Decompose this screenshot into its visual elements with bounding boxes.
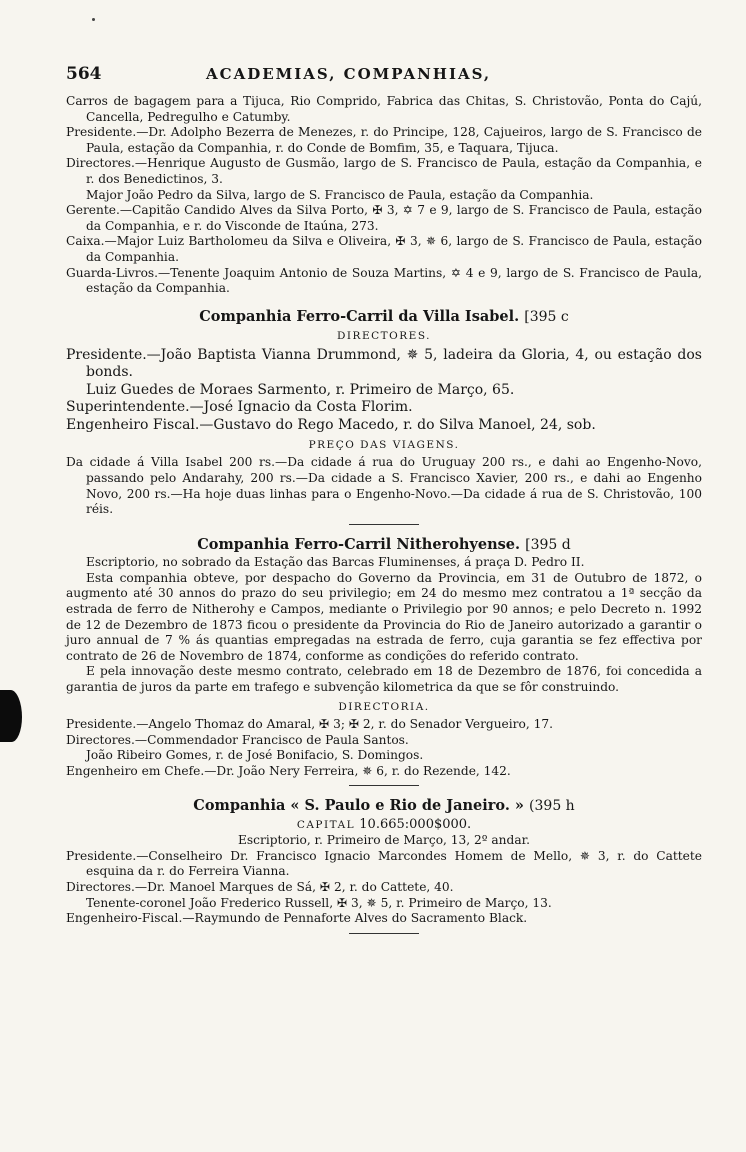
intro-section	[66, 94, 702, 297]
villa-prices-heading: PREÇO DAS VIAGENS.	[308, 439, 460, 452]
intro-para: Gerente.—Capitão Candido Alves da Silva Porto, ✠ 3, ✡ 7 e 9, largo de S. Francisco de Paula, estação da Companhia, e r. do Visconde de Itaúna, 273.	[66, 203, 702, 233]
intro-para: Caixa.—Major Luiz Bartholomeu da Silva e Oliveira, ✠ 3, ✵ 6, largo de S. Francisco de Paula, estação da Companhia.	[66, 234, 702, 264]
spaulo-ref: (395 h	[529, 798, 575, 815]
villa-title-text: Companhia Ferro-Carril da Villa Isabel.	[199, 307, 520, 325]
villa-section	[66, 347, 702, 435]
villa-directors-heading: DIRECTORES.	[336, 330, 431, 343]
nitheroh-para: Escriptorio, no sobrado da Estação das Barcas Fluminenses, á praça D. Pedro II.	[86, 555, 585, 570]
intro-para: Carros de bagagem para a Tijuca, Rio Comprido, Fabrica das Chitas, S. Christovão, Ponta do Cajú, Cancella, Pedregulho e Catumby.	[66, 94, 702, 124]
villa-superintendente: Superintendente.—José Ignacio da Costa Florim.	[66, 399, 413, 416]
spaulo-directores: Directores.—Dr. Manoel Marques de Sá, ✠ 2, r. do Cattete, 40.	[66, 879, 454, 894]
capital-label: CAPITAL	[296, 818, 356, 831]
spaulo-title-text: Companhia « S. Paulo e Rio de Janeiro. »	[193, 797, 524, 815]
villa-title	[66, 309, 702, 325]
nitheroh-title	[66, 537, 702, 553]
nitheroh-title-text: Companhia Ferro-Carril Nitherohyense.	[197, 535, 521, 553]
spaulo-presidente: Presidente.—Conselheiro Dr. Francisco Ignacio Marcondes Homem de Mello, ✵ 3, r. do Cattete esquina da r. do Ferreira Vianna.	[66, 848, 702, 879]
nitheroh-director: João Ribeiro Gomes, r. de José Bonifacio, S. Domingos.	[86, 748, 424, 763]
villa-prices: Da cidade á Villa Isabel 200 rs.—Da cidade á rua do Uruguay 200 rs., e dahi ao Engenho-Novo, passando pelo Andarahy, 200 rs.—Da cidade a S. Francisco Xavier, 200 rs., e dahi ao Engenho Novo, 200 rs.—Ha hoje duas linhas para o Engenho-Novo.—Da cidade á rua de S. Christovão, 100 réis.	[66, 455, 702, 517]
specks	[92, 18, 95, 21]
nitheroh-presidente: Presidente.—Angelo Thomaz do Amaral, ✠ 3; ✠ 2, r. do Senador Vergueiro, 17.	[66, 716, 553, 731]
nitheroh-section	[66, 555, 702, 695]
page-number: 564	[66, 64, 102, 84]
margin-stain	[0, 690, 22, 742]
villa-ref: [395 c	[524, 308, 569, 325]
divider	[349, 785, 419, 786]
spaulo-engenheiro: Engenheiro-Fiscal.—Raymundo de Pennaforte Alves do Sacramento Black.	[66, 911, 528, 926]
villa-director: Luiz Guedes de Moraes Sarmento, r. Primeiro de Março, 65.	[86, 381, 515, 398]
nitheroh-directoria-heading: DIRECTORIA.	[338, 700, 430, 713]
villa-engenheiro: Engenheiro Fiscal.—Gustavo do Rego Macedo, r. do Silva Manoel, 24, sob.	[66, 416, 596, 433]
spaulo-section	[66, 849, 702, 927]
intro-para: Directores.—Henrique Augusto de Gusmão, largo de S. Francisco de Paula, estação da Companhia, e r. dos Benedictinos, 3.	[66, 156, 702, 186]
page-header	[66, 66, 702, 90]
spaulo-title	[66, 798, 702, 814]
intro-para: Guarda-Livros.—Tenente Joaquim Antonio de Souza Martins, ✡ 4 e 9, largo de S. Francisco de Paula, estação da Companhia.	[66, 265, 702, 296]
capital-value: 10.665:000$000.	[359, 816, 472, 832]
running-title: ACADEMIAS, COMPANHIAS,	[206, 65, 492, 83]
intro-para: Presidente.—Dr. Adolpho Bezerra de Menezes, r. do Principe, 128, Cajueiros, largo de S. Francisco de Paula, estação da Companhia, r. do Conde de Bomfim, 35, e Taquara, Tijuca.	[66, 125, 702, 155]
spaulo-escriptorio: Escriptorio, r. Primeiro de Março, 13, 2º andar.	[238, 833, 530, 848]
nitheroh-para: E pela innovação deste mesmo contrato, celebrado em 18 de Dezembro de 1876, foi concedida a garantia de juros da parte em trafego e subvenção kilometrica da que se fôr construindo.	[66, 664, 702, 694]
nitheroh-directores: Directores.—Commendador Francisco de Paula Santos.	[66, 732, 409, 747]
spaulo-director: Tenente-coronel João Frederico Russell, ✠ 3, ✵ 5, r. Primeiro de Março, 13.	[86, 895, 552, 910]
villa-presidente: Presidente.—João Baptista Vianna Drummond, ✵ 5, ladeira da Gloria, 4, ou estação dos bonds.	[66, 346, 702, 381]
page	[66, 66, 702, 934]
nitheroh-ref: [395 d	[525, 536, 571, 553]
divider	[349, 524, 419, 525]
spaulo-capital	[66, 817, 702, 833]
intro-para: Major João Pedro da Silva, largo de S. Francisco de Paula, estação da Companhia.	[86, 187, 594, 202]
nitheroh-para: Esta companhia obteve, por despacho do Governo da Provincia, em 31 de Outubro de 1872, o augmento até 30 annos do prazo do seu privilegio; em 24 do mesmo mez contratou a 1ª secção da estrada de ferro de Nitherohy e Campos, mediante o Privilegio por 90 annos; e pelo Decreto n. 1992 de 12 de Dezembro de 1873 ficou o presidente da Provincia do Rio de Janeiro autorizado a garantir o juro annual de 7 % ás quantias empregadas na estrada de ferro, cuja garantia se fez effectiva por contrato de 26 de Novembro de 1874, conforme as condições do referido contrato.	[66, 570, 702, 663]
nitheroh-engenheiro: Engenheiro em Chefe.—Dr. João Nery Ferreira, ✵ 6, r. do Rezende, 142.	[66, 763, 511, 778]
divider	[349, 933, 419, 934]
